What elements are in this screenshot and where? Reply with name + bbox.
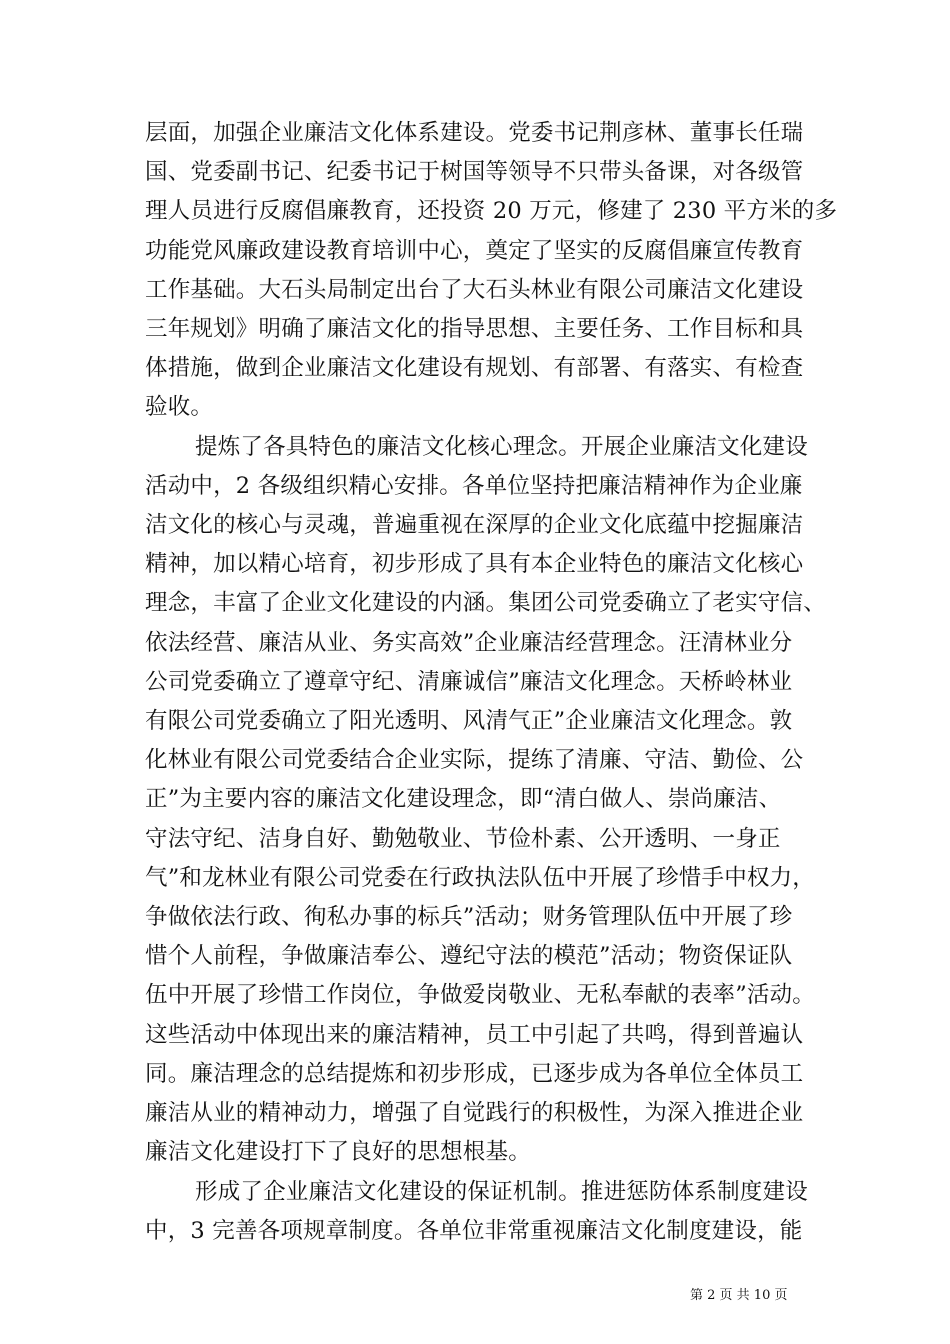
page-number-footer: 第 2 页 共 10 页 bbox=[690, 1288, 788, 1303]
text-line: 有限公司党委确立了阳光透明、风清气正”企业廉洁文化理念。敦 bbox=[145, 708, 793, 734]
text-line: 守法守纪、洁身自好、勤勉敬业、节俭朴素、公开透明、一身正 bbox=[145, 826, 781, 852]
paragraph-start-line: 提炼了各具特色的廉洁文化核心理念。开展企业廉洁文化建设 bbox=[195, 434, 808, 460]
text-line: 精神，加以精心培育，初步形成了具有本企业特色的廉洁文化核心 bbox=[145, 551, 804, 577]
text-line: 中，3 完善各项规章制度。各单位非常重视廉洁文化制度建设，能 bbox=[145, 1218, 803, 1244]
text-line: 化林业有限公司党委结合企业实际，提练了清廉、守洁、勤俭、公 bbox=[145, 747, 804, 773]
text-line: 理人员进行反腐倡廉教育，还投资 20 万元，修建了 230 平方米的多 bbox=[145, 198, 838, 224]
text-line: 三年规划》明确了廉洁文化的指导思想、主要任务、工作目标和具 bbox=[145, 316, 804, 342]
text-line: 廉洁文化建设打下了良好的思想根基。 bbox=[145, 1139, 531, 1165]
text-line: 体措施，做到企业廉洁文化建设有规划、有部署、有落实、有检查 bbox=[145, 355, 804, 381]
text-line: 正”为主要内容的廉洁文化建设理念，即“清白做人、崇尚廉洁、 bbox=[145, 786, 782, 812]
text-line: 争做依法行政、徇私办事的标兵”活动；财务管理队伍中开展了珍 bbox=[145, 904, 793, 930]
text-line: 洁文化的核心与灵魂，普遍重视在深厚的企业文化底蕴中挖掘廉洁 bbox=[145, 512, 804, 538]
text-line: 公司党委确立了遵章守纪、清廉诚信”廉洁文化理念。天桥岭林业 bbox=[145, 669, 793, 695]
text-line: 伍中开展了珍惜工作岗位，争做爱岗敬业、无私奉献的表率”活动。 bbox=[145, 982, 816, 1008]
text-line: 依法经营、廉洁从业、务实高效”企业廉洁经营理念。汪清林业分 bbox=[145, 630, 793, 656]
text-line: 验收。 bbox=[145, 394, 214, 420]
text-line: 功能党风廉政建设教育培训中心，奠定了坚实的反腐倡廉宣传教育 bbox=[145, 238, 804, 264]
text-line: 活动中，2 各级组织精心安排。各单位坚持把廉洁精神作为企业廉 bbox=[145, 473, 803, 499]
text-line: 国、党委副书记、纪委书记于树国等领导不只带头备课，对各级管 bbox=[145, 159, 804, 185]
text-line: 气”和龙林业有限公司党委在行政执法队伍中开展了珍惜手中权力， bbox=[145, 865, 816, 891]
paragraph-start-line: 形成了企业廉洁文化建设的保证机制。推进惩防体系制度建设 bbox=[195, 1179, 808, 1205]
text-line: 理念，丰富了企业文化建设的内涵。集团公司党委确立了老实守信、 bbox=[145, 590, 827, 616]
text-line: 层面，加强企业廉洁文化体系建设。党委书记荆彦林、董事长任瑞 bbox=[145, 120, 804, 146]
text-line: 这些活动中体现出来的廉洁精神，员工中引起了共鸣，得到普遍认 bbox=[145, 1022, 804, 1048]
text-line: 工作基础。大石头局制定出台了大石头林业有限公司廉洁文化建设 bbox=[145, 277, 804, 303]
text-line: 惜个人前程，争做廉洁奉公、遵纪守法的模范”活动；物资保证队 bbox=[145, 943, 793, 969]
text-line: 同。廉洁理念的总结提炼和初步形成，已逐步成为各单位全体员工 bbox=[145, 1061, 804, 1087]
text-line: 廉洁从业的精神动力，增强了自觉践行的积极性，为深入推进企业 bbox=[145, 1100, 804, 1126]
